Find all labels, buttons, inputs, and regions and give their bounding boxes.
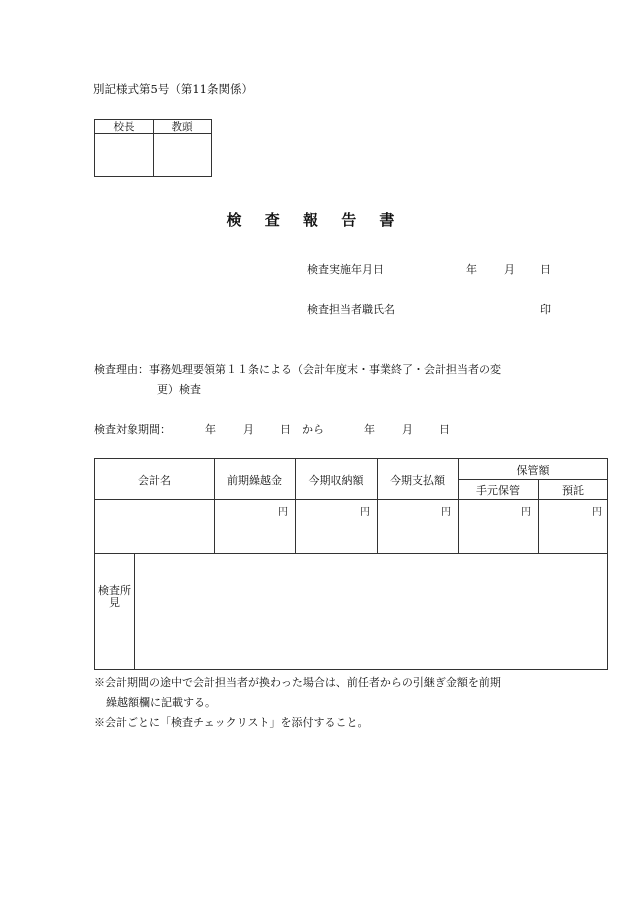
approval-stamp-box [94,119,212,177]
period-end-year-unit: 年 [364,423,375,436]
form-reference: 別記様式第5号（第11条関係） [93,82,253,96]
period-end-month-unit: 月 [402,423,413,436]
header-custody: 保管額 [516,464,550,477]
header-cash-on-hand: 手元保管 [476,484,520,497]
note1-line1: ※会計期間の途中で会計担当者が換わった場合は、前任者からの引継ぎ金額を前期 [94,676,501,689]
findings-label: 検査所見 [98,584,131,609]
period-end-day-unit: 日 [439,423,450,436]
document-title: 検 査 報 告 書 [226,211,404,229]
period-from-text: から [302,423,324,436]
header-prev-carryover: 前期繰越金 [227,474,282,487]
header-deposit: 預託 [562,484,584,497]
header-account-name: 会計名 [138,474,171,487]
account-table [94,458,608,670]
principal-label: 校長 [113,121,135,133]
vice-principal-label: 教頭 [171,121,193,133]
period-start-month-unit: 月 [243,423,254,436]
inspection-day-unit: 日 [540,263,551,276]
yen-unit-prev-carryover: 円 [278,507,288,518]
inspection-period-label: 検査対象期間： [94,423,171,436]
header-current-receipts: 今期収納額 [308,474,364,487]
yen-unit-current-receipts: 円 [360,507,370,518]
seal-mark: 印 [540,303,551,316]
inspection-date-label: 検査実施年月日 [307,263,384,276]
note2: ※会計ごとに「検査チェックリスト」を添付すること。 [94,716,369,729]
inspection-month-unit: 月 [504,263,515,276]
yen-unit-cash-on-hand: 円 [521,507,531,518]
header-current-payments: 今期支払額 [390,474,445,487]
period-start-day-unit: 日 [280,423,291,436]
inspection-reason-line2: 更）検査 [157,383,201,396]
inspection-reason-line1: 検査理由：事務処理要領第１１条による（会計年度末・事業終了・会計担当者の変 [94,363,501,376]
yen-unit-current-payments: 円 [441,507,451,518]
period-start-year-unit: 年 [205,423,216,436]
inspection-year-unit: 年 [466,263,477,276]
note1-line2: 繰越額欄に記載する。 [106,696,216,709]
inspector-name-label: 検査担当者職氏名 [307,303,395,316]
yen-unit-deposit: 円 [592,507,602,518]
